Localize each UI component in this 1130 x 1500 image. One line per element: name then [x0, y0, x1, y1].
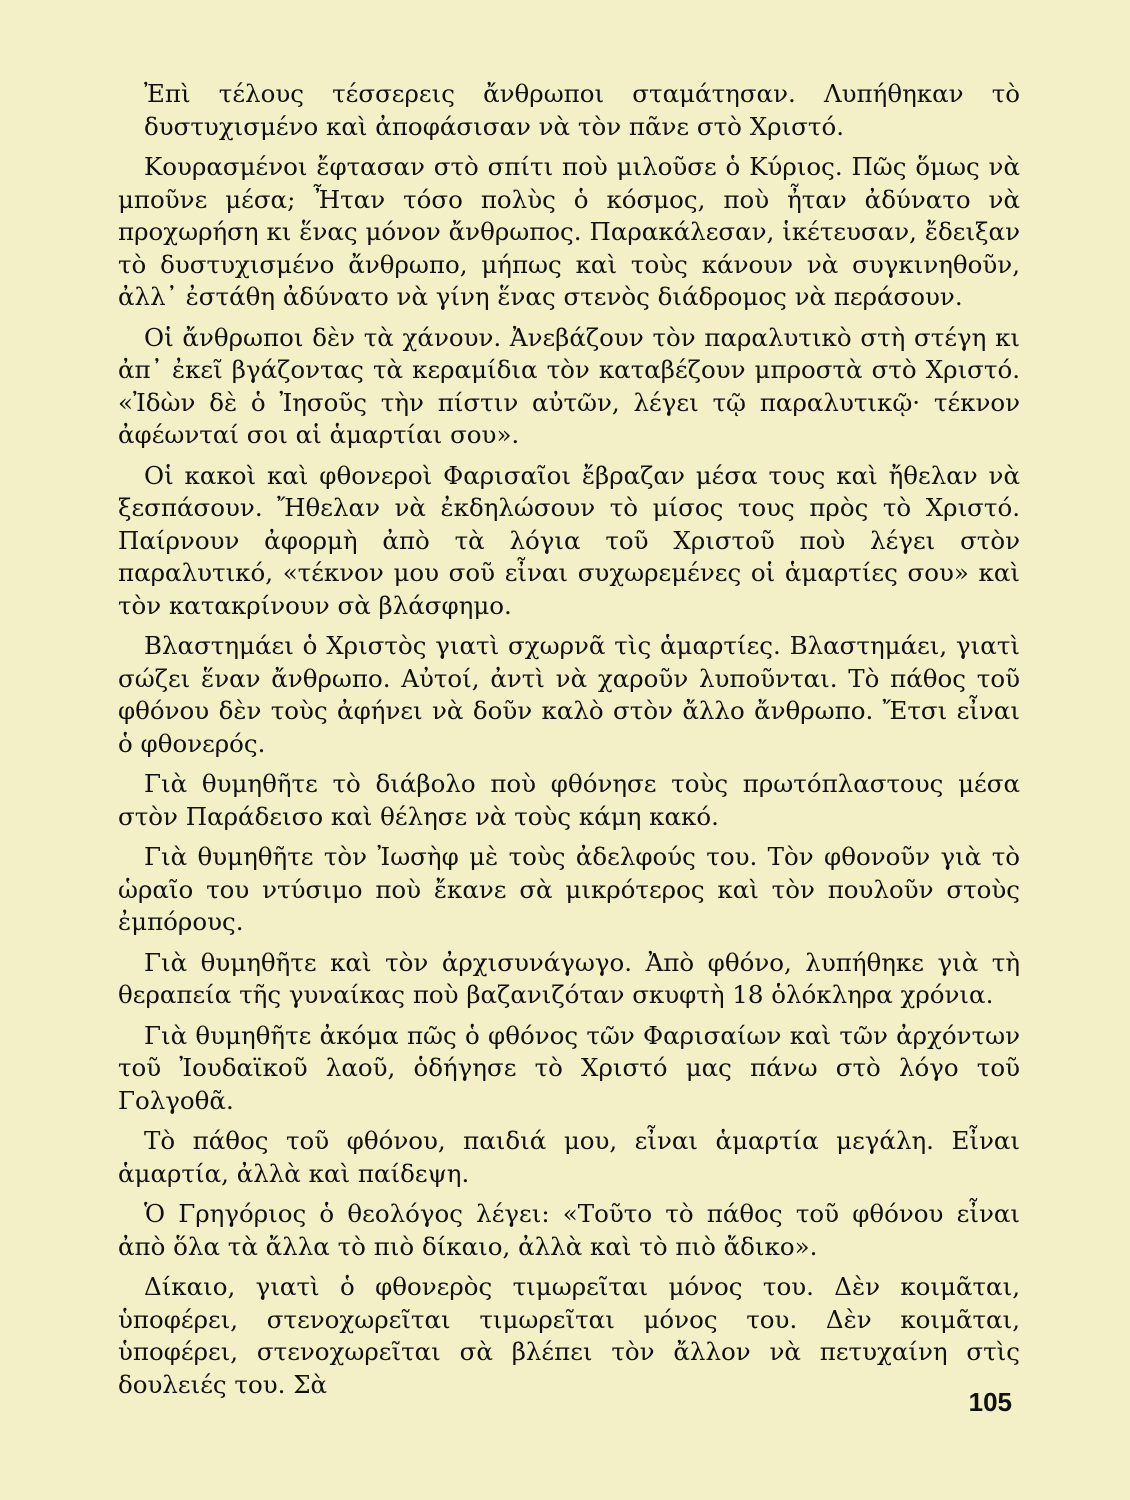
- body-text: [118, 78, 1020, 1409]
- paragraph: Ἐπὶ τέλους τέσσερεις ἄνθρωποι σταμάτησαν. Λυπήθηκαν τὸ δυστυχισμένο καὶ ἀποφάσισαν νὰ τὸν πᾶνε στὸ Χριστό.: [144, 79, 1020, 141]
- paragraph: Τὸ πάθος τοῦ φθόνου, παιδιά μου, εἶναι ἁμαρτία μεγάλη. Εἶναι ἁμαρτία, ἀλλὰ καὶ παίδεψη.: [118, 1126, 1020, 1188]
- paragraph: Γιὰ θυμηθῆτε τὸ διάβολο ποὺ φθόνησε τοὺς πρωτόπλαστους μέσα στὸν Παράδεισο καὶ θέλησε νὰ τοὺς κάμη κακό.: [118, 769, 1020, 831]
- paragraph: Γιὰ θυμηθῆτε ἀκόμα πῶς ὁ φθόνος τῶν Φαρισαίων καὶ τῶν ἀρχόντων τοῦ Ἰουδαϊκοῦ λαοῦ, ὁδήγησε τὸ Χριστό μας πάνω στὸ λόγο τοῦ Γολγοθᾶ.: [118, 1020, 1020, 1115]
- paragraph: Κουρασμένοι ἔφτασαν στὸ σπίτι ποὺ μιλοῦσε ὁ Κύριος. Πῶς ὅμως νὰ μποῦνε μέσα; Ἦταν τόσο πολὺς ὁ κόσμος, ποὺ ἦταν ἀδύνατο νὰ προχωρήση κι ἕνας μόνον ἄνθρωπος. Παρακάλεσαν, ἱκέτευσαν, ἔδειξαν τὸ δυστυχισμένο ἄνθρωπο, μήπως καὶ τοὺς κάνουν νὰ συγκινηθοῦν, ἀλλ᾽ ἐστάθη ἀδύνατο νὰ γίνη ἕνας στενὸς διάδρομος νὰ περάσουν.: [118, 152, 1020, 311]
- paragraph: Γιὰ θυμηθῆτε καὶ τὸν ἀρχισυνάγωγο. Ἀπὸ φθόνο, λυπήθηκε γιὰ τὴ θεραπεία τῆς γυναίκας ποὺ βαζανιζόταν σκυφτὴ 18 ὁλόκληρα χρόνια.: [118, 947, 1020, 1009]
- paragraph: Δίκαιο, γιατὶ ὁ φθονερὸς τιμωρεῖται μόνος του. Δὲν κοιμᾶται, ὑποφέρει, στενοχωρεῖται τιμωρεῖται μόνος του. Δὲν κοιμᾶται, ὑποφέρει, στενοχωρεῖται σὰ βλέπει τὸν ἄλλον νὰ πετυχαίνη στὶς δουλειές του. Σὰ: [118, 1272, 1020, 1399]
- page-number: 105: [968, 1387, 1012, 1417]
- paragraph: Ὁ Γρηγόριος ὁ θεολόγος λέγει: «Τοῦτο τὸ πάθος τοῦ φθόνου εἶναι ἀπὸ ὅλα τὰ ἄλλα τὸ πιὸ δίκαιο, ἀλλὰ καὶ τὸ πιὸ ἄδικο».: [118, 1199, 1020, 1261]
- paragraph: Οἱ κακοὶ καὶ φθονεροὶ Φαρισαῖοι ἔβραζαν μέσα τους καὶ ἤθελαν νὰ ξεσπάσουν. Ἤθελαν νὰ ἐκδηλώσουν τὸ μίσος τους πρὸς τὸ Χριστό. Παίρνουν ἀφορμὴ ἀπὸ τὰ λόγια τοῦ Χριστοῦ ποὺ λέγει στὸν παραλυτικό, «τέκνον μου σοῦ εἶναι συχωρεμένες οἱ ἁμαρτίες σου» καὶ τὸν κατακρίνουν σὰ βλάσφημο.: [118, 460, 1020, 620]
- paragraph: Γιὰ θυμηθῆτε τὸν Ἰωσὴφ μὲ τοὺς ἀδελφούς του. Τὸν φθονοῦν γιὰ τὸ ὡραῖο του ντύσιμο ποὺ ἔκανε σὰ μικρότερος καὶ τὸν πουλοῦν στοὺς ἐμπόρους.: [118, 842, 1020, 936]
- paragraph: Οἱ ἄνθρωποι δὲν τὰ χάνουν. Ἀνεβάζουν τὸν παραλυτικὸ στὴ στέγη κι ἀπ᾽ ἐκεῖ βγάζοντας τὰ κεραμίδια τὸν καταβέζουν μπροστὰ στὸ Χριστό. «Ἰδὼν δὲ ὁ Ἰησοῦς τὴν πίστιν αὐτῶν, λέγει τῷ παραλυτικῷ· τέκνον ἀφέωνταί σοι αἱ ἁμαρτίαι σου».: [118, 322, 1020, 449]
- paragraph: Βλαστημάει ὁ Χριστὸς γιατὶ σχωρνᾶ τὶς ἁμαρτίες. Βλαστημάει, γιατὶ σώζει ἕναν ἄνθρωπο. Αὐτοί, ἀντὶ νὰ χαροῦν λυποῦνται. Τὸ πάθος τοῦ φθόνου δὲν τοὺς ἀφήνει νὰ δοῦν καλὸ στὸν ἄλλο ἄνθρωπο. Ἔτσι εἶναι ὁ φθονερός.: [118, 631, 1020, 758]
